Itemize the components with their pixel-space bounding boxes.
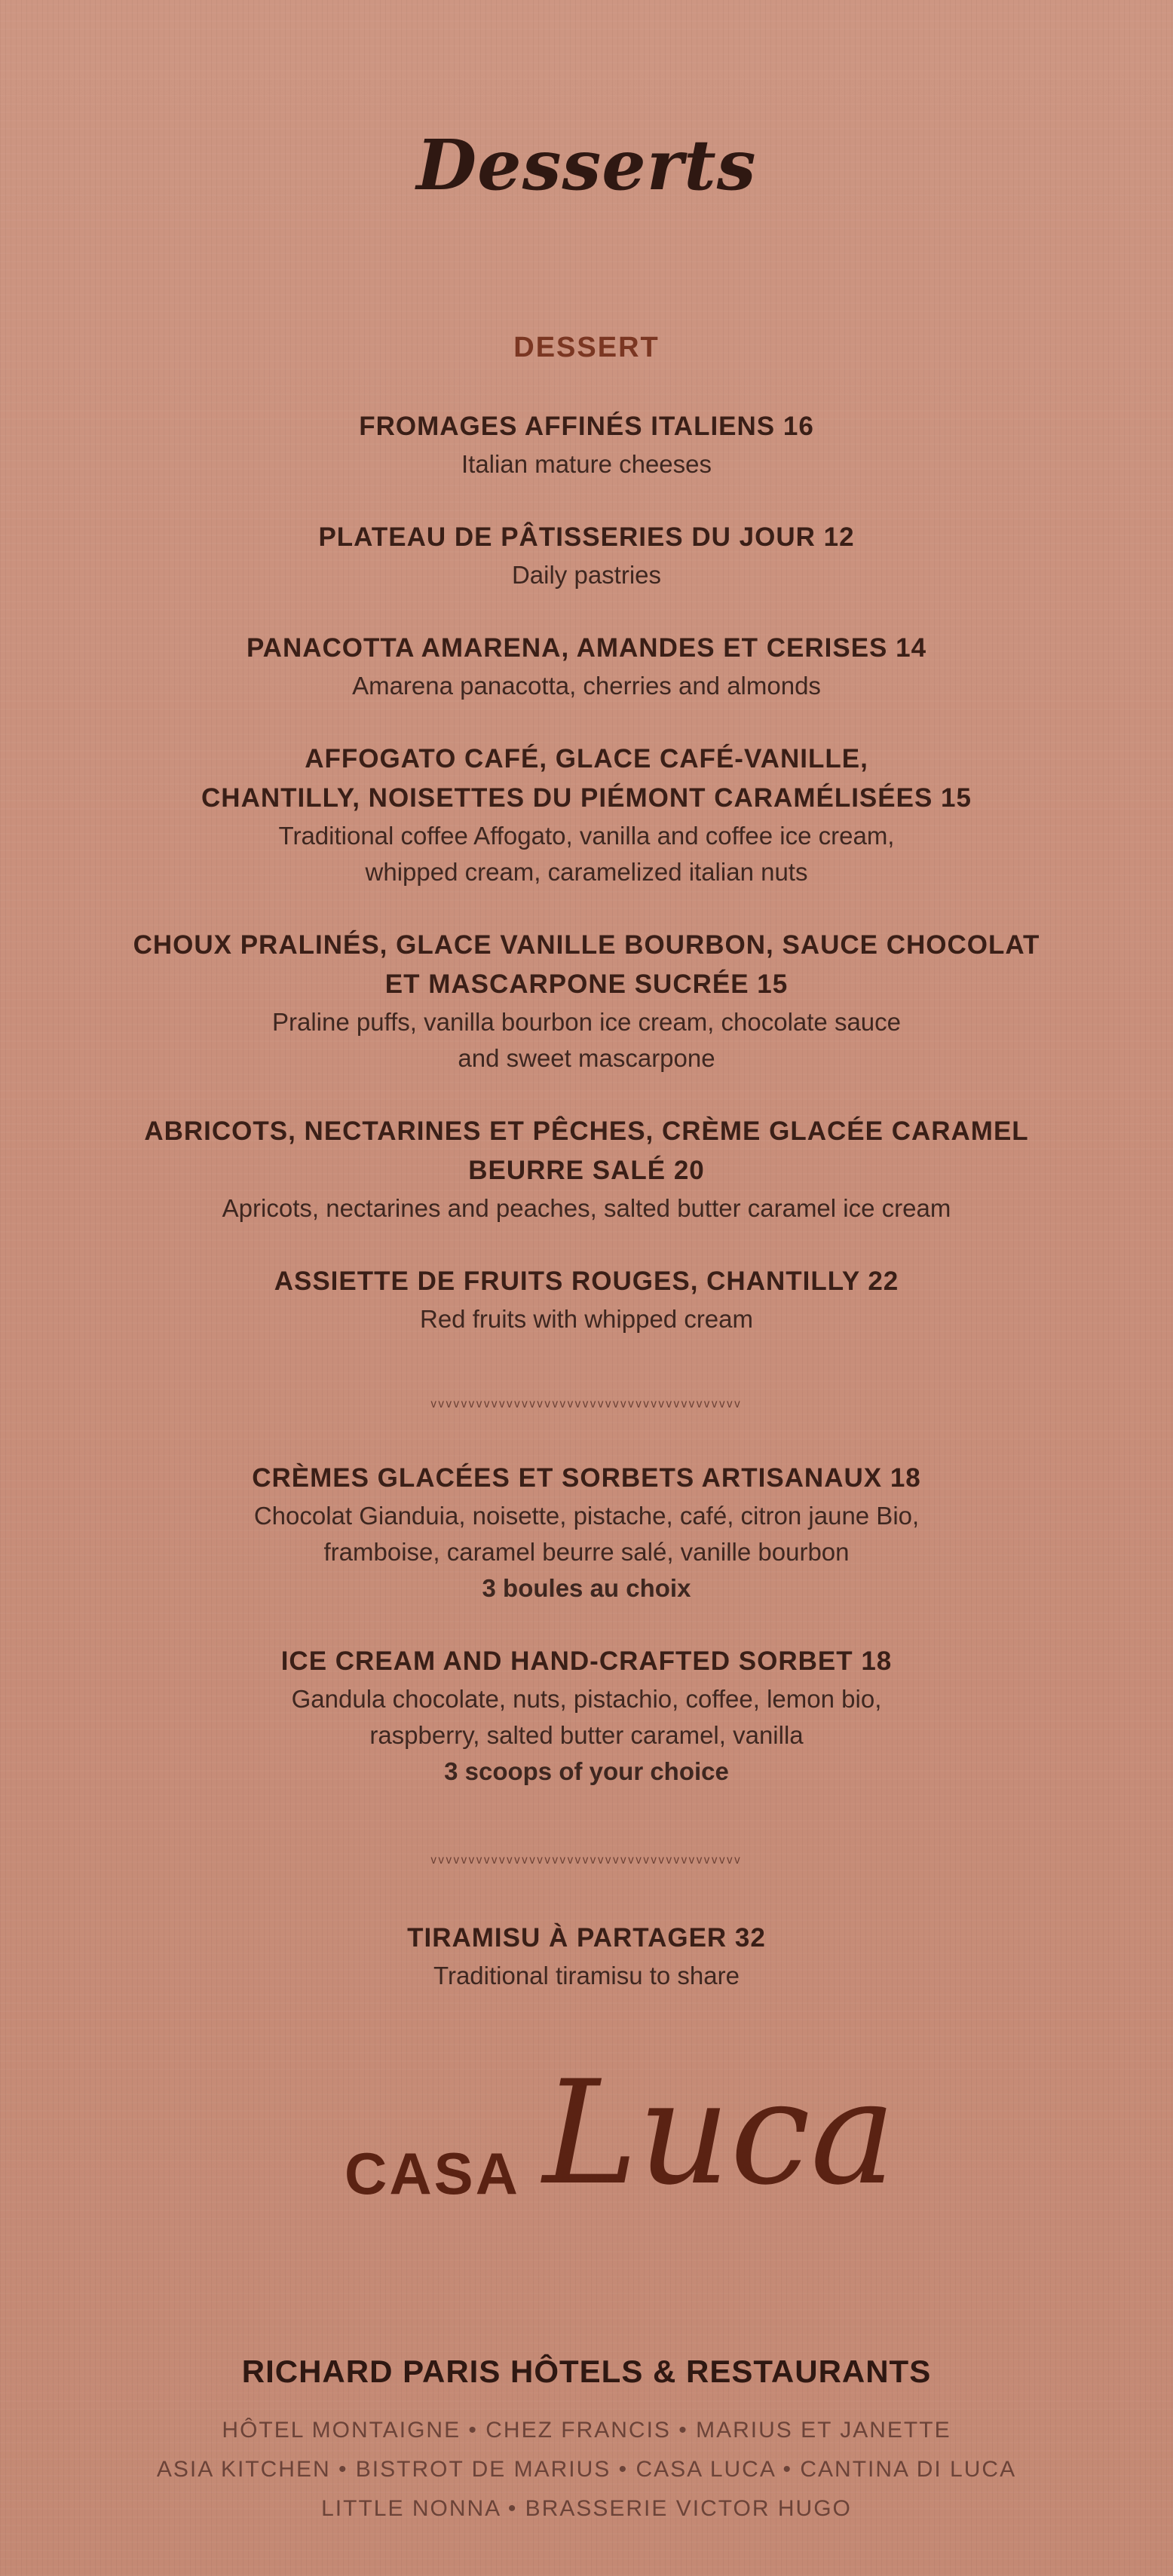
item-name: ASSIETTE DE FRUITS ROUGES, CHANTILLY 22 <box>274 1267 899 1296</box>
item-description: Chocolat Gianduia, noisette, pistache, café, citron jaune Bio, <box>253 1502 920 1530</box>
menu-item <box>45 629 1128 704</box>
item-name-line: CHOUX PRALINÉS, GLACE VANILLE BOURBON, SAUCE CHOCOLAT <box>133 930 1040 960</box>
brand-logo-casa: CASA <box>345 2140 521 2207</box>
item-name-line: ET MASCARPONE SUCRÉE 15 <box>384 969 789 999</box>
item-name: FROMAGES AFFINÉS ITALIENS 16 <box>359 412 814 441</box>
menu-block-share <box>45 1919 1128 1994</box>
menu-item <box>45 518 1128 593</box>
menu-title: Desserts <box>416 124 757 206</box>
item-name-line: ABRICOTS, NECTARINES ET PÊCHES, CRÈME GLACÉE CARAMEL <box>144 1116 1029 1146</box>
item-name: CRÈMES GLACÉES ET SORBETS ARTISANAUX 18 <box>252 1463 921 1493</box>
menu-item <box>45 926 1128 1077</box>
divider-1-wrap <box>45 1391 1128 1421</box>
divider-2-wrap <box>45 1847 1128 1877</box>
menu-item <box>45 1919 1128 1994</box>
item-description: and sweet mascarpone <box>458 1044 715 1072</box>
item-name-line: CHANTILLY, NOISETTES DU PIÉMONT CARAMÉLISÉES 15 <box>201 783 972 813</box>
item-description: Amarena panacotta, cherries and almonds <box>352 672 821 700</box>
menu-block-main <box>45 407 1128 1337</box>
venue-list <box>0 2411 1173 2529</box>
item-description: Traditional tiramisu to share <box>433 1962 740 1989</box>
section-heading: DESSERT <box>513 332 660 363</box>
item-name-line: AFFOGATO CAFÉ, GLACE CAFÉ-VANILLE, <box>305 744 868 773</box>
group-name: RICHARD PARIS HÔTELS & RESTAURANTS <box>241 2354 932 2389</box>
item-description: Gandula chocolate, nuts, pistachio, coffee, lemon bio, <box>291 1685 882 1713</box>
menu-item <box>45 1459 1128 1607</box>
menu-item <box>45 407 1128 482</box>
item-name: PANACOTTA AMARENA, AMANDES ET CERISES 14 <box>246 633 927 663</box>
item-description: Italian mature cheeses <box>461 450 712 478</box>
menu-block-icecream <box>45 1459 1128 1790</box>
item-description: framboise, caramel beurre salé, vanille bourbon <box>323 1538 850 1566</box>
item-name: PLATEAU DE PÂTISSERIES DU JOUR 12 <box>318 522 855 552</box>
venue-line: HÔTEL MONTAIGNE • CHEZ FRANCIS • MARIUS ET JANETTE <box>222 2418 951 2443</box>
menu-item <box>45 740 1128 890</box>
menu-item <box>45 1112 1128 1227</box>
item-description: raspberry, salted butter caramel, vanilla <box>369 1721 804 1749</box>
item-description: Praline puffs, vanilla bourbon ice cream, chocolate sauce <box>271 1008 902 1036</box>
item-name-line: BEURRE SALÉ 20 <box>468 1156 705 1185</box>
menu-item <box>45 1642 1128 1790</box>
item-description: Traditional coffee Affogato, vanilla and coffee ice cream, <box>278 822 895 850</box>
decorative-divider: ᵛᵛᵛᵛᵛᵛᵛᵛᵛᵛᵛᵛᵛᵛᵛᵛᵛᵛᵛᵛᵛᵛᵛᵛᵛᵛᵛᵛᵛᵛᵛᵛᵛᵛᵛᵛᵛᵛᵛᵛᵛ <box>430 1852 743 1871</box>
venue-line: LITTLE NONNA • BRASSERIE VICTOR HUGO <box>321 2496 852 2521</box>
item-note: 3 scoops of your choice <box>444 1757 729 1785</box>
item-description: Apricots, nectarines and peaches, salted butter caramel ice cream <box>222 1194 951 1222</box>
venue-line: ASIA KITCHEN • BISTROT DE MARIUS • CASA LUCA • CANTINA DI LUCA <box>156 2457 1017 2482</box>
item-name: TIRAMISU À PARTAGER 32 <box>407 1923 766 1953</box>
item-description: Red fruits with whipped cream <box>419 1305 754 1333</box>
brand-logo-luca: Luca <box>543 2050 896 2216</box>
menu-item <box>45 1262 1128 1337</box>
item-note: 3 boules au choix <box>482 1574 691 1602</box>
item-description: whipped cream, caramelized italian nuts <box>365 858 808 886</box>
item-description: Daily pastries <box>511 561 662 589</box>
decorative-divider: ᵛᵛᵛᵛᵛᵛᵛᵛᵛᵛᵛᵛᵛᵛᵛᵛᵛᵛᵛᵛᵛᵛᵛᵛᵛᵛᵛᵛᵛᵛᵛᵛᵛᵛᵛᵛᵛᵛᵛᵛᵛ <box>430 1396 743 1415</box>
item-name: ICE CREAM AND HAND-CRAFTED SORBET 18 <box>280 1646 893 1676</box>
